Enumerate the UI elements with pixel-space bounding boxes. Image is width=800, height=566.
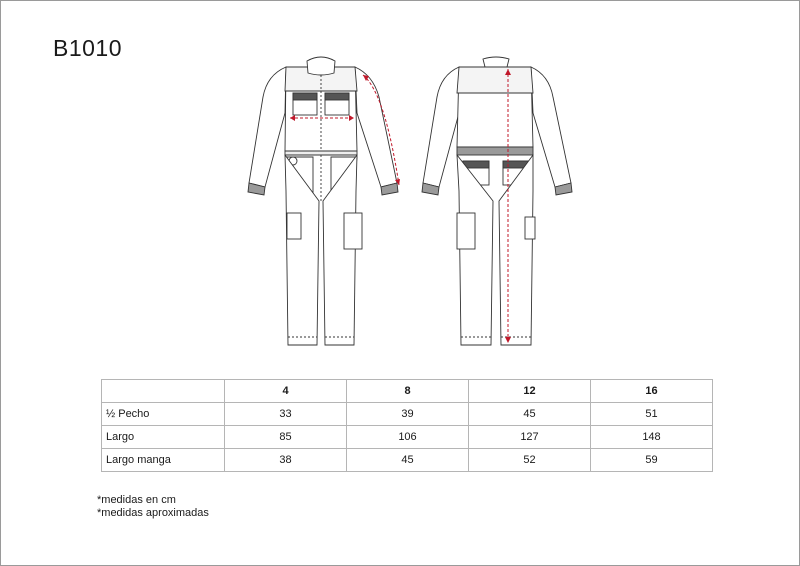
table-cell: 59	[591, 449, 713, 472]
row-label: ½ Pecho	[102, 403, 225, 426]
back-left-sleeve	[423, 67, 459, 187]
table-row	[102, 426, 713, 449]
size-table	[101, 379, 713, 472]
back-leg-pocket-right	[525, 217, 535, 239]
back-leg-pocket-left	[457, 213, 475, 249]
footnote-approximate: *medidas aproximadas	[97, 507, 209, 519]
front-right-sleeve	[355, 67, 397, 187]
front-left-leg	[285, 155, 319, 345]
table-cell: 127	[469, 426, 591, 449]
product-code: B1010	[53, 35, 123, 61]
table-row	[102, 403, 713, 426]
table-cell: 33	[225, 403, 347, 426]
footnote-units: *medidas en cm	[97, 494, 176, 506]
table-cell: 148	[591, 426, 713, 449]
front-leg-pocket-left	[287, 213, 301, 239]
table-cell: 52	[469, 449, 591, 472]
table-header-row	[102, 380, 713, 403]
coverall-front-view	[248, 57, 400, 345]
table-header-cell: 16	[591, 380, 713, 403]
table-row	[102, 449, 713, 472]
coverall-back-view	[422, 57, 572, 345]
front-right-leg	[323, 155, 357, 345]
table-cell: 39	[347, 403, 469, 426]
front-leg-pocket-right	[344, 213, 362, 249]
table-cell: 51	[591, 403, 713, 426]
footnotes	[97, 494, 209, 520]
table-header-cell: 4	[225, 380, 347, 403]
row-label: Largo manga	[102, 449, 225, 472]
back-elastic-waist	[457, 147, 533, 155]
table-cell: 45	[347, 449, 469, 472]
front-left-sleeve	[249, 67, 286, 187]
table-header-cell	[102, 380, 225, 403]
back-collar	[483, 57, 509, 67]
table-cell: 106	[347, 426, 469, 449]
table-cell: 85	[225, 426, 347, 449]
coverall-technical-drawing	[1, 1, 799, 371]
table-header-cell: 8	[347, 380, 469, 403]
table-cell: 38	[225, 449, 347, 472]
table-cell: 45	[469, 403, 591, 426]
front-collar	[307, 57, 335, 75]
back-right-sleeve	[531, 67, 571, 187]
row-label: Largo	[102, 426, 225, 449]
table-header-cell: 12	[469, 380, 591, 403]
